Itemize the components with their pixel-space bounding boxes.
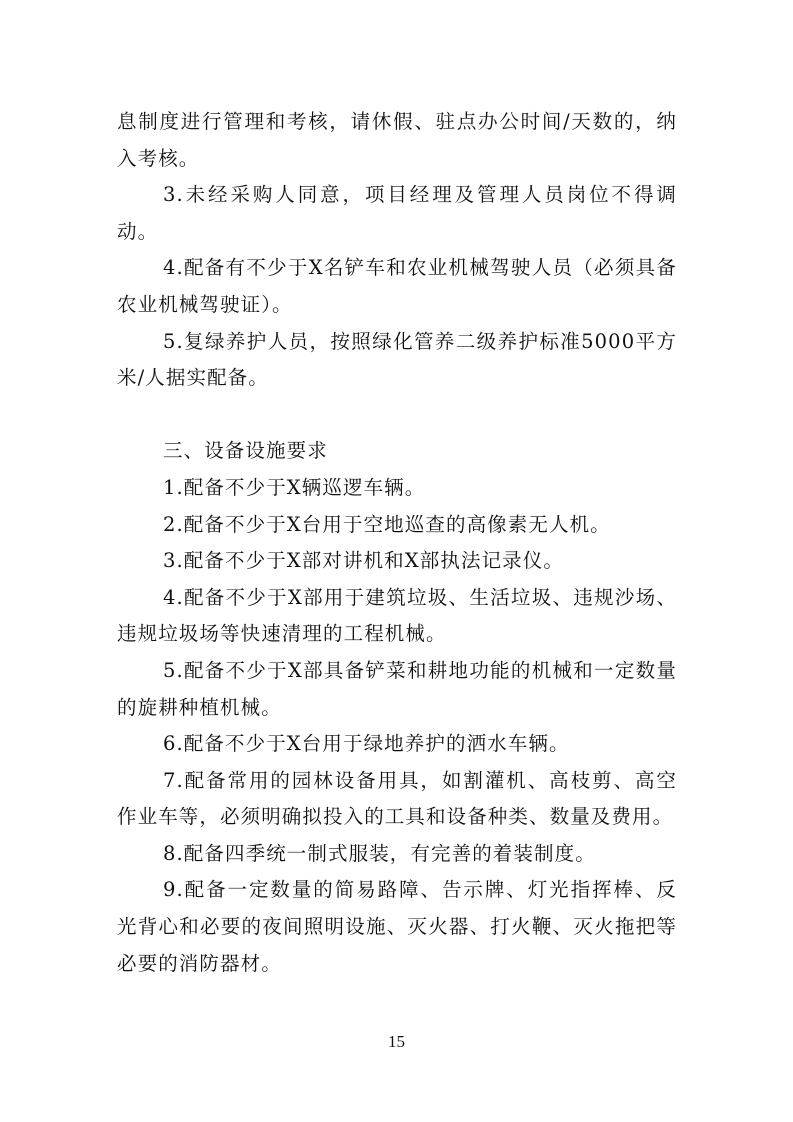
equipment-item-1: 1.配备不少于X辆巡逻车辆。 [163,475,426,499]
equipment-item-5: 5.配备不少于X部具备铲菜和耕地功能的机械和一定数量的旋耕种植机械。 [117,658,677,719]
section-heading: 三、设备设施要求 [163,439,328,463]
equipment-item-3: 3.配备不少于X部对讲机和X部执法记录仪。 [163,549,564,573]
paragraph-item-4: 4.配备有不少于X名铲车和农业机械驾驶人员（必须具备农业机械驾驶证）。 [117,256,677,316]
equipment-item-4: 4.配备不少于X部用于建筑垃圾、生活垃圾、违规沙场、违规垃圾场等快速清理的工程机械。 [117,585,677,646]
equipment-item-9: 9.配备一定数量的简易路障、告示牌、灯光指挥棒、反光背心和必要的夜间照明设施、灭火器、打火鞭、灭火拖把等必要的消防器材。 [117,878,677,975]
paragraph-item-3: 3.未经采购人同意，项目经理及管理人员岗位不得调动。 [117,183,677,243]
equipment-item-6: 6.配备不少于X台用于绿地养护的洒水车辆。 [163,732,570,756]
paragraph-spacer [117,397,677,434]
document-body [117,104,677,982]
paragraph-item-5: 5.复绿养护人员，按照绿化管养二级养护标准5000平方米/人据实配备。 [117,329,677,390]
equipment-item-7: 7.配备常用的园林设备用具，如割灌机、高枝剪、高空作业车等，必须明确拟投入的工具和设备种类、数量及费用。 [117,768,677,829]
equipment-item-2: 2.配备不少于X台用于空地巡查的高像素无人机。 [163,512,611,536]
page-number: 15 [388,1032,405,1051]
equipment-item-8: 8.配备四季统一制式服装，有完善的着装制度。 [163,841,596,865]
paragraph-continuation: 息制度进行管理和考核，请休假、驻点办公时间/天数的，纳入考核。 [117,110,677,170]
